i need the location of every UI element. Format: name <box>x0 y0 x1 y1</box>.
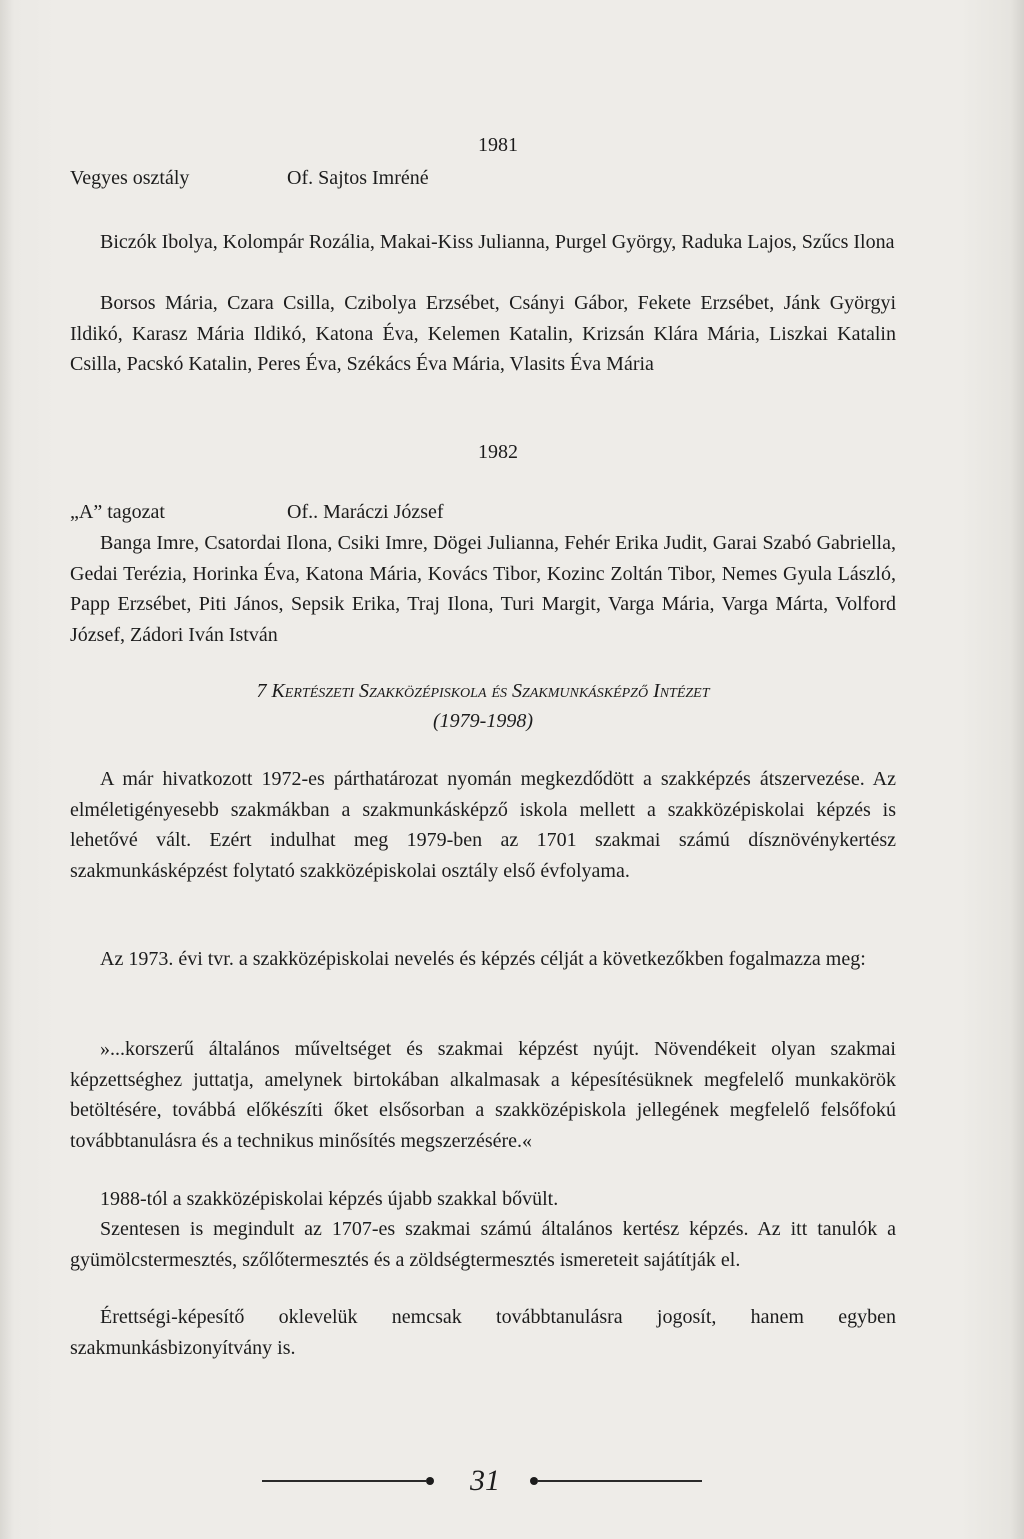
class-row-1982 <box>70 497 444 528</box>
class-label: „A” tagozat <box>70 501 165 523</box>
class-teacher: Of.. Maráczi József <box>287 501 444 523</box>
page-number: 31 <box>470 1464 500 1497</box>
paragraph: Szentesen is megindult az 1707-es szakmai számú általános kertész képzés. Az itt tanulók a gyümölcstermesztés, szőlőtermesztés és a zöldségtermesztés ismereteit sajátítják el. <box>70 1218 896 1271</box>
footer-bullet-icon <box>530 1477 538 1485</box>
paragraph: A már hivatkozott 1972-es párthatározat nyomán megkezdődött a szakképzés átszervezése. Az elméletigényesebb szakmákban a szakmunkásképző iskola mellett a szakközépiskolai képzés is lehetővé vált. Ezért indulhat meg 1979-ben az 1701 szakmai számú dísznövénykertész szakmunkásképzést folytató szakközépiskolai osztály első évfolyama. <box>70 768 896 882</box>
footer-rule-right <box>538 1480 702 1482</box>
page-footer <box>0 1462 1024 1502</box>
chapter-heading <box>70 676 896 706</box>
student-list-1981-b: Borsos Mária, Czara Csilla, Czibolya Erzsébet, Csányi Gábor, Fekete Erzsébet, Jánk Györgyi Ildikó, Karasz Mária Ildikó, Katona Éva, Kelemen Katalin, Krizsán Klára Mária, Liszkai Katalin Csilla, Pacskó Katalin, Peres Éva, Székács Éva Mária, Vlasits Éva Mária <box>70 292 896 375</box>
chapter-number: 7 <box>256 680 267 702</box>
class-teacher: Of. Sajtos Imréné <box>287 167 429 189</box>
student-list-1981-a: Biczók Ibolya, Kolompár Rozália, Makai-Kiss Julianna, Purgel György, Raduka Lajos, Szűcs Ilona <box>100 231 895 253</box>
paragraph: Az 1973. évi tvr. a szakközépiskolai nevelés és képzés célját a következőkben fogalmazza meg: <box>100 948 866 970</box>
class-row-1981 <box>70 163 429 194</box>
quotation-paragraph: »...korszerű általános műveltséget és szakmai képzést nyújt. Növendékeit olyan szakmai képzettséghez juttatja, amelynek birtokában alkalmasak a képesítésüknek megfelelő munkakörök betöltésére, továbbá előkészíti őket elsősorban a szakközépiskola jellegének megfelelő felsőfokú továbbtanulásra és a technikus minősítés megszerzésére.« <box>70 1038 896 1152</box>
year-heading-1981: 1981 <box>478 134 518 156</box>
footer-rule-left <box>262 1480 426 1482</box>
year-heading-1982: 1982 <box>478 441 518 463</box>
paragraph: Érettségi-képesítő oklevelük nemcsak továbbtanulásra jogosít, hanem egyben szakmunkásbizonyítvány is. <box>70 1306 896 1359</box>
student-list-1982: Banga Imre, Csatordai Ilona, Csiki Imre, Dögei Julianna, Fehér Erika Judit, Garai Szabó Gabriella, Gedai Terézia, Horinka Éva, Katona Mária, Kovács Tibor, Kozinc Zoltán Tibor, Nemes Gyula László, Papp Erzsébet, Piti János, Sepsik Erika, Traj Ilona, Turi Margit, Varga Mária, Varga Márta, Volford József, Zádori Iván István <box>70 532 896 646</box>
chapter-years: (1979-1998) <box>433 710 533 732</box>
chapter-title: Kertészeti Szakközépiskola és Szakmunkásképző Intézet <box>271 680 710 702</box>
paragraph: 1988-tól a szakközépiskolai képzés újabb szakkal bővült. <box>100 1188 559 1210</box>
class-label: Vegyes osztály <box>70 167 190 189</box>
footer-bullet-icon <box>426 1477 434 1485</box>
